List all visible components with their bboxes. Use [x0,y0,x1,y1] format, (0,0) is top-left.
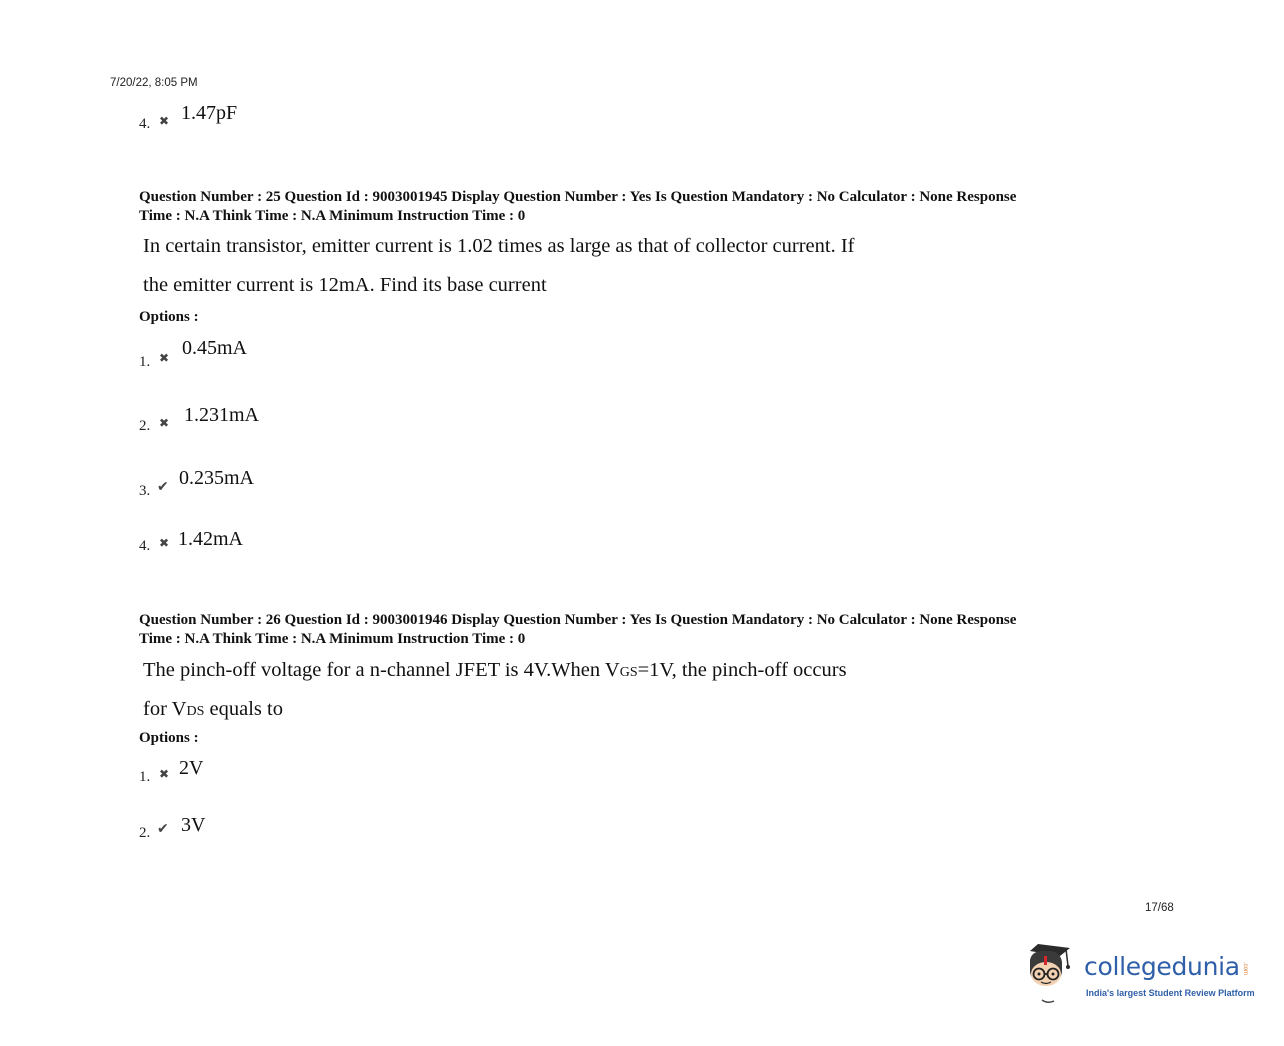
option-number: 4. [139,116,151,132]
brand-tagline: India's largest Student Review Platform [1086,988,1255,998]
page-number: 17/68 [1145,902,1174,914]
wrong-mark-icon: ✖ [159,351,170,365]
option-number: 1. [139,354,151,370]
subscript-ds: DS [186,704,205,719]
question-text-part: for V [143,698,187,720]
option-text: 1.42mA [178,528,243,550]
question-text-line [143,698,283,721]
mascot-icon [1024,938,1086,1008]
question-meta [139,188,1149,226]
wrong-mark-icon: ✖ [159,767,170,781]
option-text: 1.47pF [181,102,238,124]
option-number: 2. [139,825,151,841]
question-meta-line: Question Number : 25 Question Id : 9003001945 Display Question Number : Yes Is Question Mandatory : No Calculator : None Response [139,189,1017,205]
option-number: 1. [139,769,151,785]
question-text-part: =1V, the pinch-off occurs [637,659,847,681]
question-meta-line: Time : N.A Think Time : N.A Minimum Instruction Time : 0 [139,631,526,647]
collegedunia-logo [1024,938,1264,1008]
wrong-mark-icon: ✖ [159,536,170,550]
brand-name: collegedunia [1084,952,1240,981]
option-number: 2. [139,418,151,434]
question-text-part: The pinch-off voltage for a n-channel JFET is 4V.When V [143,659,620,681]
question-text-part: equals to [204,698,283,720]
option-number: 4. [139,538,151,554]
question-text-line: the emitter current is 12mA. Find its base current [143,274,547,296]
option-text: 1.231mA [184,404,259,426]
question-meta-line: Question Number : 26 Question Id : 9003001946 Display Question Number : Yes Is Question Mandatory : No Calculator : None Response [139,612,1017,628]
option-text: 0.235mA [179,467,254,489]
option-text: 2V [179,757,204,779]
option-text: 3V [181,814,206,836]
options-label: Options : [139,730,199,746]
correct-check-icon: ✔ [157,479,169,495]
question-meta-line: Time : N.A Think Time : N.A Minimum Instruction Time : 0 [139,208,526,224]
print-timestamp: 7/20/22, 8:05 PM [110,77,198,89]
subscript-gs: GS [619,665,638,680]
question-text-line [143,659,847,682]
wrong-mark-icon: ✖ [159,114,170,128]
question-meta [139,611,1149,649]
brand-suffix: .com [1242,962,1248,976]
wrong-mark-icon: ✖ [159,416,170,430]
option-text: 0.45mA [182,337,247,359]
options-label: Options : [139,309,199,325]
option-number: 3. [139,483,151,499]
correct-check-icon: ✔ [157,821,169,837]
question-text-line: In certain transistor, emitter current is 1.02 times as large as that of collector current. If [143,235,855,257]
